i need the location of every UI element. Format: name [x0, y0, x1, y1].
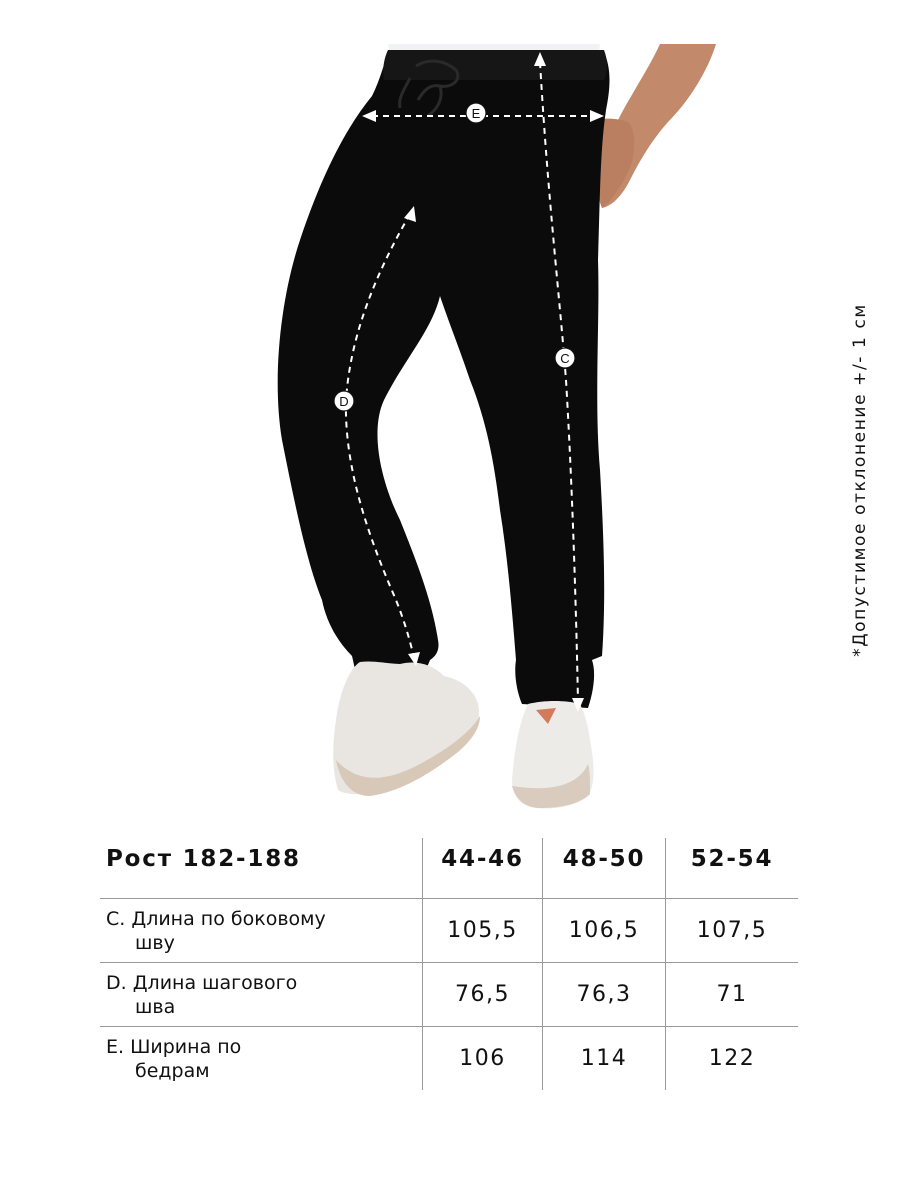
table-cell: 114	[543, 1027, 666, 1091]
table-header-row	[100, 838, 798, 899]
table-cell: 106	[423, 1027, 543, 1091]
table-cell: 76,5	[423, 963, 543, 1027]
size-header: 48-50	[543, 838, 666, 899]
row-label-line1: D. Длина шагового	[106, 971, 298, 994]
size-header: 52-54	[666, 838, 799, 899]
label-e: E	[471, 106, 481, 121]
table-cell: 76,3	[543, 963, 666, 1027]
table-row	[100, 963, 798, 1027]
label-d: D	[339, 394, 349, 409]
row-label	[100, 899, 423, 963]
table-cell: 107,5	[666, 899, 799, 963]
tolerance-note: *Допустимое отклонение +/- 1 см	[850, 303, 870, 657]
table-row	[100, 899, 798, 963]
pants	[278, 52, 610, 708]
table-row	[100, 1027, 798, 1091]
row-label	[100, 963, 423, 1027]
table-cell: 106,5	[543, 899, 666, 963]
row-label-line2: бедрам	[135, 1059, 210, 1082]
row-label-line2: шву	[135, 931, 175, 954]
size-table	[100, 838, 798, 1090]
row-label-line1: E. Ширина по	[106, 1035, 242, 1058]
table-cell: 105,5	[423, 899, 543, 963]
size-header: 44-46	[423, 838, 543, 899]
table-cell: 71	[666, 963, 799, 1027]
row-label-line1: C. Длина по боковому	[106, 907, 326, 930]
height-label: Рост 182-188	[106, 846, 301, 872]
table-cell: 122	[666, 1027, 799, 1091]
row-label	[100, 1027, 423, 1091]
row-label-line2: шва	[135, 995, 176, 1018]
label-c: C	[560, 351, 570, 366]
